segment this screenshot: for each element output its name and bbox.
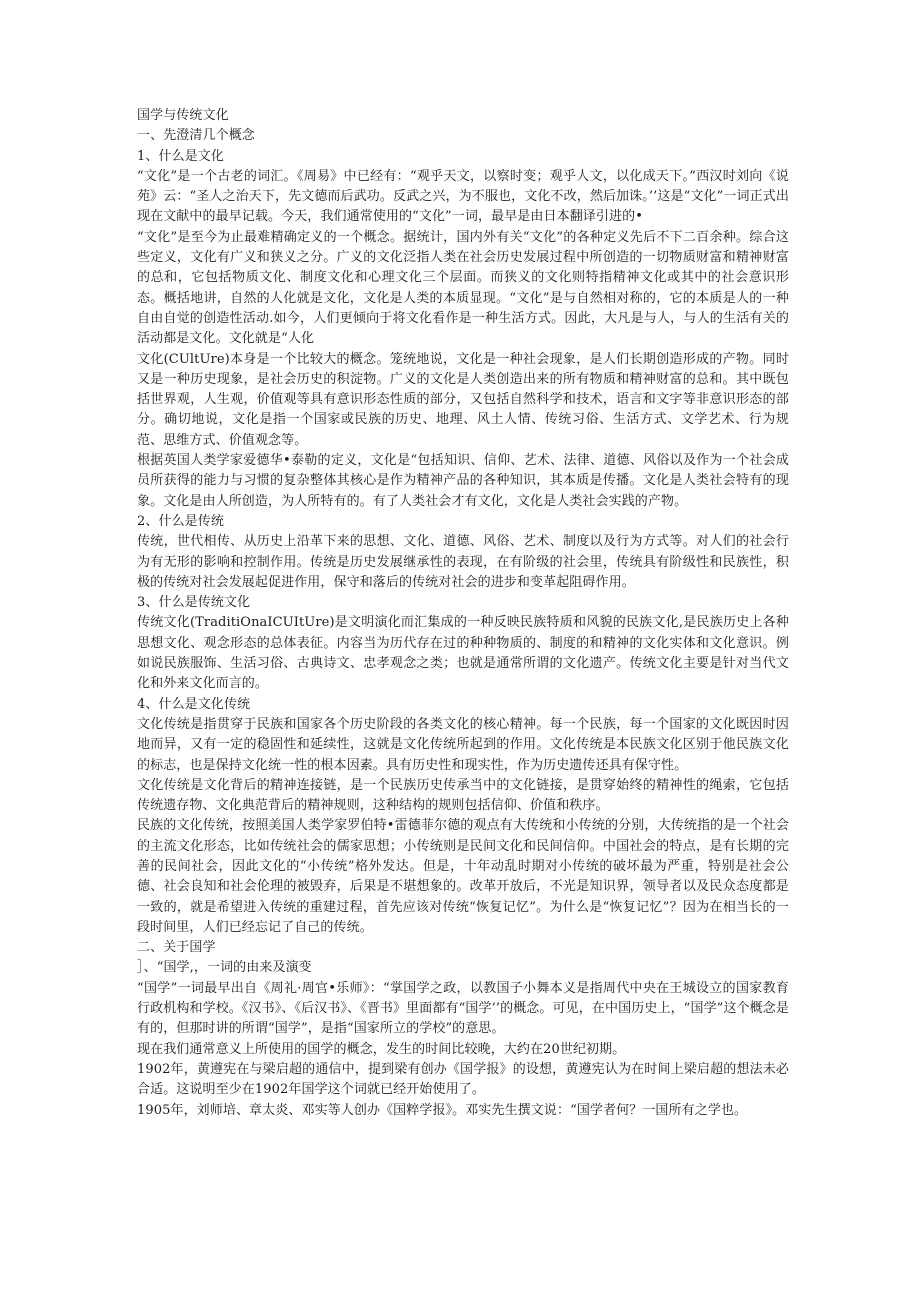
paragraph: “文化”是至今为止最难精确定义的一个概念。据统计，国内外有关“文化”的各种定义先后不下二百余种。综合这些定义，文化有广义和狭义之分。广义的文化泛指人类在社会历史发展过程中所创造的一切物质财富和精神财富的总和，它包括物质文化、制度文化和心理文化三个层面。而狭义的文化则特指精神文化或其中的社会意识形态。概括地讲，自然的人化就是文化，文化是人类的本质显现。“文化”是与自然相对称的，它的本质是人的一种自由自觉的创造性活动.如今，人们更倾向于将文化看作是一种生活方式。因此，大凡是与人，与人的生活有关的活动都是文化。文化就是“人化 [137, 229, 789, 347]
paragraph: 民族的文化传统，按照美国人类学家罗伯特•雷德菲尔德的观点有大传统和小传统的分别，大传统指的是一个社会的主流文化形态，比如传统社会的儒家思想；小传统则是民间文化和民间信仰。中国社会的特点，是有长期的完善的民间社会，因此文化的“小传统”格外发达。但是，十年动乱时期对小传统的破坏最为严重，特别是社会公德、社会良知和社会伦理的被毁弃，后果是不堪想象的。改革开放后，不光是知识界，领导者以及民众态度都是一致的，就是希望进入传统的重建过程，首先应该对传统“恢复记忆”。为什么是“恢复记忆”？因为在相当长的一段时间里，人们已经忘记了自己的传统。 [137, 818, 789, 935]
document-page [137, 106, 789, 1121]
paragraph: 1905年，刘师培、章太炎、邓实等人创办《国粹学报》。邓实先生撰文说：“国学者何？一国所有之学也。 [137, 1102, 748, 1118]
paragraph: 根据英国人类学家爱德华•泰勒的定义，文化是“包括知识、信仰、艺术、法律、道德、风俗以及作为一个社会成员所获得的能力与习惯的复杂整体其核心是作为精神产品的各种知识，其本质是传播。文化是人类社会特有的现象。文化是由人所创造，为人所特有的。有了人类社会才有文化，文化是人类社会实践的产物。 [137, 453, 789, 509]
paragraph: 传统，世代相传、从历史上沿革下来的思想、文化、道德、风俗、艺术、制度以及行为方式等。对人们的社会行为有无形的影响和控制作用。传统是历史发展继承性的表现，在有阶级的社会里，传统具有阶级性和民族性，积极的传统对社会发展起促进作用，保守和落后的传统对社会的进步和变革起阻碍作用。 [137, 534, 789, 590]
subsection-heading: 4、什么是文化传统 [137, 696, 251, 712]
paragraph: 1902年，黄遵宪在与梁启超的通信中，提到梁有创办《国学报》的设想，黄遵宪认为在时间上梁启超的想法未必合适。这说明至少在1902年国学这个词就已经开始使用了。 [137, 1061, 789, 1098]
paragraph: 文化传统是文化背后的精神连接链，是一个民族历史传承当中的文化链接，是贯穿始终的精神性的绳索，它包括传统遗存物、文化典范背后的精神规则，这种结构的规则包括信仰、价值和秩序。 [137, 777, 789, 814]
paragraph: 文化传统是指贯穿于民族和国家各个历史阶段的各类文化的核心精神。每一个民族，每一个国家的文化既因时因地而异，又有一定的稳固性和延续性，这就是文化传统所起到的作用。文化传统是本民族文化区别于他民族文化的标志，也是保持文化统一性的根本因素。具有历史性和现实性，作为历史遗传还具有保守性。 [137, 716, 789, 773]
paragraph: “国学”一词最早出自《周礼·周官•乐师》：“掌国学之政，以教国子小舞本义是指周代中央在王城设立的国家教育行政机构和学校。《汉书》、《后汉书》、《晋书》里面都有“国学’’的概念。可见，在中国历史上，“国学”这个概念是有的，但那时讲的所谓“国学”，是指“国家所立的学校”的意思。 [137, 980, 789, 1037]
section-heading: 一、先澄清几个概念 [137, 128, 255, 144]
section-heading: 二、关于国学 [137, 940, 216, 956]
document-title: 国学与传统文化 [137, 108, 229, 123]
subsection-heading: 1、什么是文化 [137, 148, 224, 164]
subsection-heading: 2、什么是传统 [137, 513, 224, 529]
paragraph: 文化(CUltUre)本身是一个比较大的概念。笼统地说，文化是一种社会现象，是人们长期创造形成的产物。同时又是一种历史现象，是社会历史的积淀物。广义的文化是人类创造出来的所有物质和精神财富的总和。其中既包括世界观，人生观，价值观等具有意识形态性质的部分，又包括自然科学和技术，语言和文字等非意识形态的部分。确切地说，文化是指一个国家或民族的历史、地理、风土人情、传统习俗、生活方式、文学艺术、行为规范、思维方式、价值观念等。 [137, 351, 789, 448]
paragraph: 现在我们通常意义上所使用的国学的概念，发生的时间比较晚，大约在20世纪初期。 [137, 1041, 626, 1057]
paragraph: 传统文化(TraditiOnaICUItUre)是文明演化而汇集成的一种反映民族特质和风貌的民族文化,是民族历史上各种思想文化、观念形态的总体表征。内容当为历代存在过的种种物质的、制度的和精神的文化实体和文化意识。例如说民族服饰、生活习俗、古典诗文、忠孝观念之类；也就是通常所谓的文化遗产。传统文化主要是针对当代文化和外来文化而言的。 [137, 615, 789, 692]
paragraph: “文化”是一个古老的词汇。《周易》中已经有：“观乎天文，以察时变；观乎人文，以化成天下。”西汉时刘向《说苑》云：“圣人之治天下，先文德而后武功。反武之兴，为不服也，文化不改，然后加诛。’’这是“文化”一词正式出现在文献中的最早记载。今天，我们通常使用的“文化”一词，最早是由日本翻译引进的• [137, 168, 789, 225]
subsection-heading: 3、什么是传统文化 [137, 595, 251, 611]
subsection-heading: ］、“国学,，一词的由来及演变 [137, 960, 312, 976]
